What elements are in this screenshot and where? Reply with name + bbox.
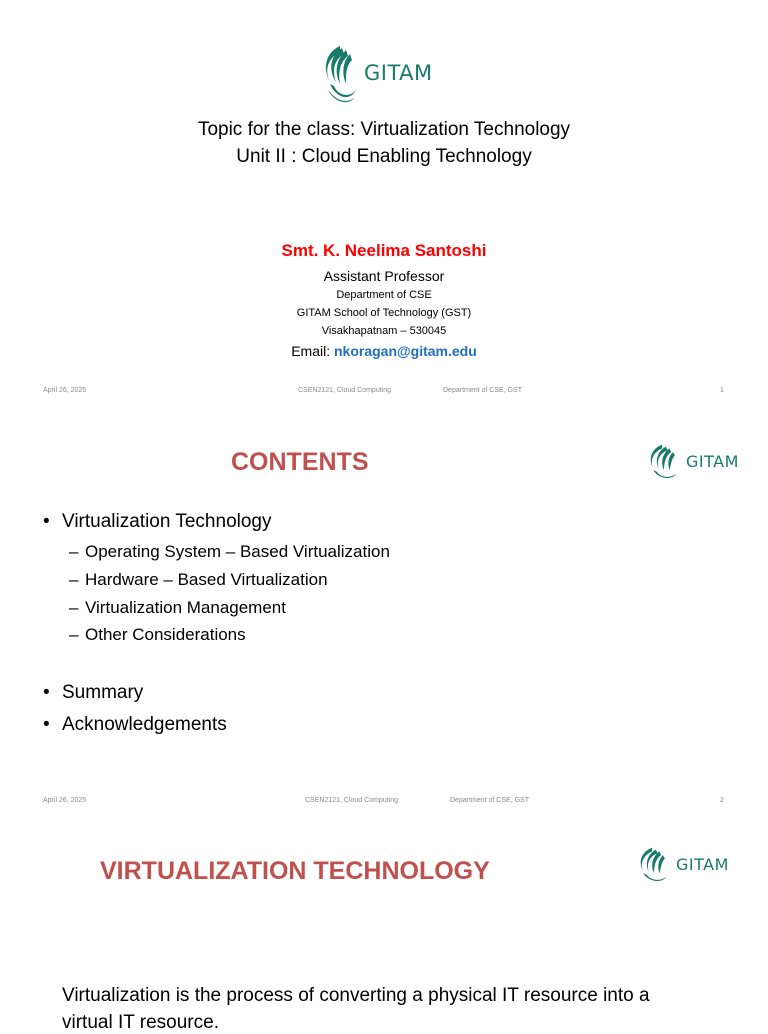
sub-item-label: Operating System – Based Virtualization (85, 542, 390, 561)
gitam-logo (646, 441, 739, 481)
bullet-label: Virtualization Technology (62, 511, 272, 532)
footer-date: April 26, 2025 (43, 797, 87, 804)
sub-item-label: Hardware – Based Virtualization (85, 570, 328, 589)
bullet-label: Acknowledgements (62, 714, 227, 735)
sub-list-item (69, 625, 246, 645)
gitam-swirl-icon (320, 40, 360, 106)
virtualization-title: VIRTUALIZATION TECHNOLOGY (100, 857, 490, 885)
list-item (43, 511, 272, 533)
body-line-1: Virtualization is the process of converting a physical IT resource into a (62, 985, 650, 1006)
presenter-name: Smt. K. Neelima Santoshi (281, 241, 487, 260)
bullet-icon: • (43, 682, 50, 703)
contents-title: CONTENTS (231, 448, 369, 476)
presenter-department: Department of CSE (336, 289, 432, 301)
email-line (0, 343, 768, 359)
footer-course: CSEN2121, Cloud Computing (305, 797, 398, 804)
bullet-icon: • (43, 714, 50, 735)
bullet-icon: • (43, 511, 50, 532)
body-line-2: virtual IT resource. (62, 1012, 219, 1033)
unit-line: Unit II : Cloud Enabling Technology (236, 146, 532, 167)
sub-list-item (69, 598, 286, 618)
dash-icon: – (69, 625, 79, 644)
presenter-city: Visakhapatnam – 530045 (321, 325, 447, 337)
slide-2 (0, 410, 768, 820)
email-link[interactable]: nkoragan@gitam.edu (334, 343, 477, 359)
gitam-logo (636, 844, 729, 884)
sub-list-item (69, 570, 328, 590)
footer-page-number: 1 (720, 387, 724, 394)
dash-icon: – (69, 542, 79, 561)
logo-wordmark: GITAM (676, 854, 729, 874)
sub-item-label: Virtualization Management (85, 598, 286, 617)
slide-1 (0, 0, 768, 410)
presenter-designation: Assistant Professor (323, 268, 445, 284)
logo-wordmark: GITAM (686, 451, 739, 471)
gitam-swirl-icon (636, 844, 672, 884)
gitam-logo (320, 40, 433, 106)
footer-dept: Department of CSE, GST (450, 797, 529, 804)
email-label: Email: (291, 343, 331, 359)
footer-date: April 26, 2025 (43, 387, 87, 394)
footer-page-number: 2 (720, 797, 724, 804)
sub-list-item (69, 542, 390, 562)
dash-icon: – (69, 570, 79, 589)
slide-3 (0, 820, 768, 1033)
sub-item-label: Other Considerations (85, 625, 246, 644)
bullet-label: Summary (62, 682, 144, 703)
presenter-school: GITAM School of Technology (GST) (296, 307, 472, 319)
dash-icon: – (69, 598, 79, 617)
list-item (43, 682, 143, 704)
gitam-swirl-icon (646, 441, 682, 481)
topic-line: Topic for the class: Virtualization Technology (197, 119, 571, 140)
list-item (43, 714, 227, 736)
footer-dept: Department of CSE, GST (443, 387, 522, 394)
logo-wordmark: GITAM (364, 61, 433, 85)
footer-course: CSEN2121, Cloud Computing (298, 387, 391, 394)
